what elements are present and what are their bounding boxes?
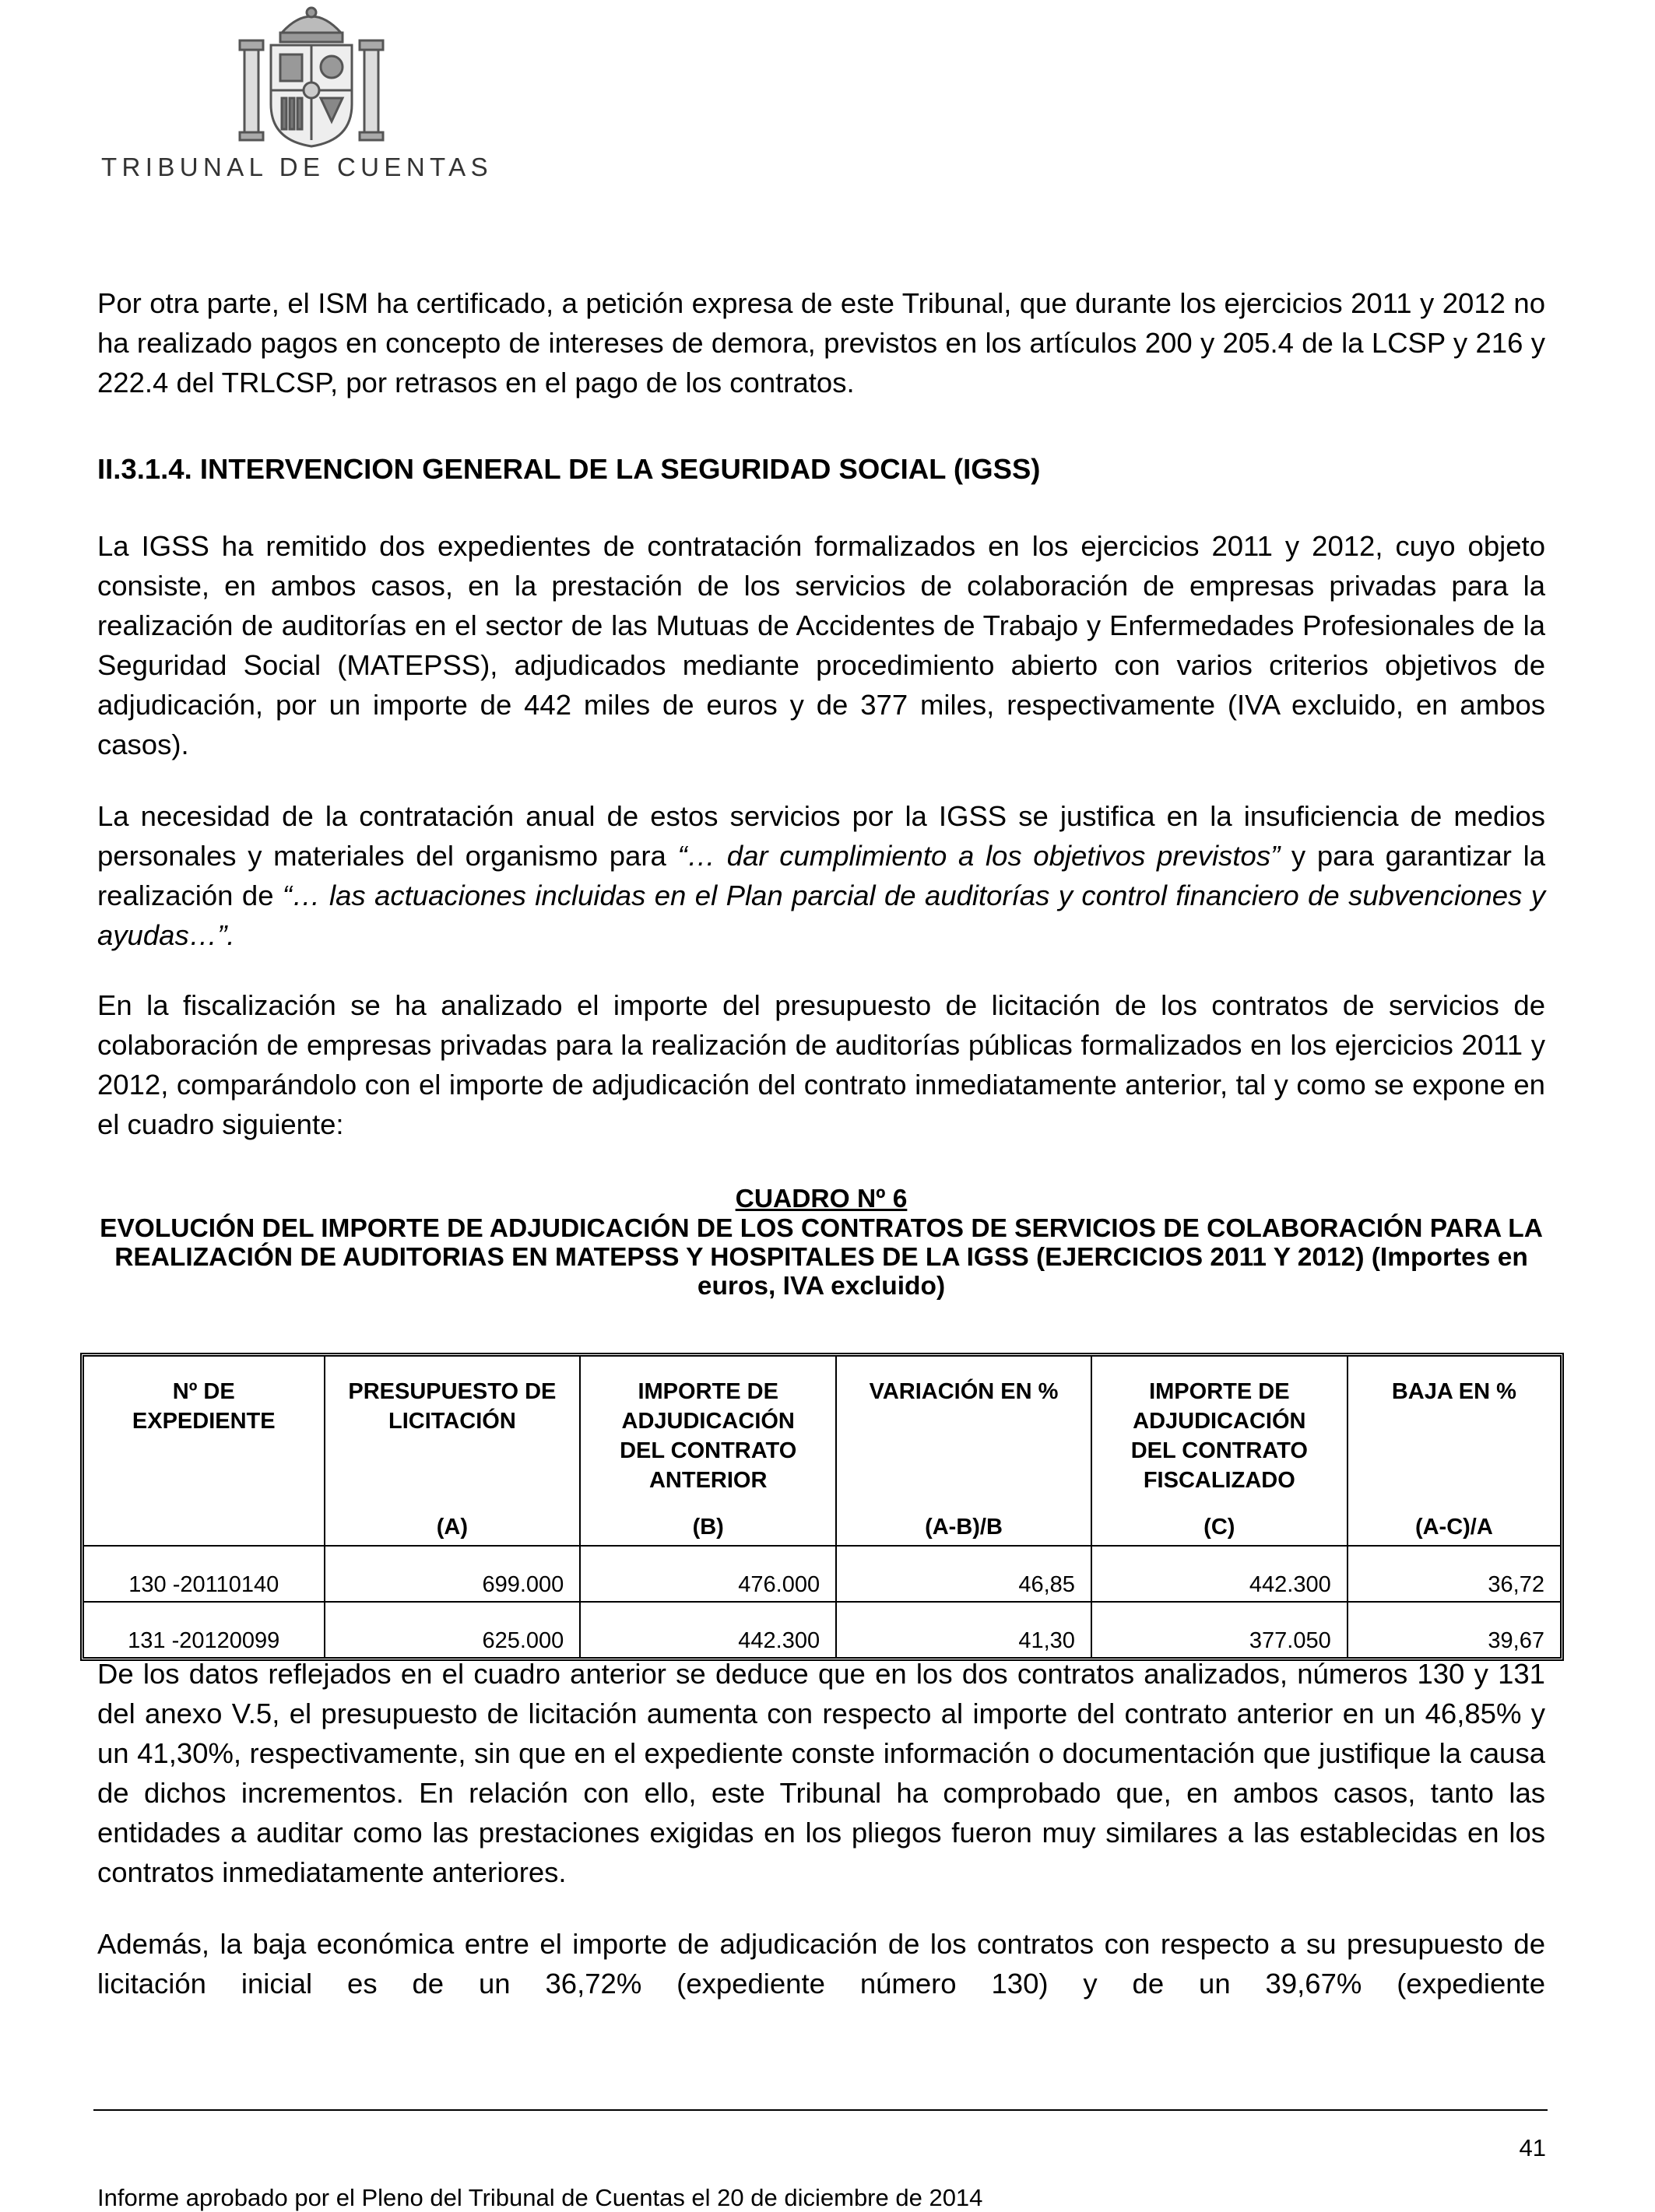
column-header-label: IMPORTE DE ADJUDICACIÓN DEL CONTRATO FISCALIZADO	[1130, 1379, 1308, 1493]
table-cell: 442.300	[581, 1601, 837, 1657]
table-cell: 39,67	[1348, 1601, 1560, 1657]
table-cell: 131 -20120099	[84, 1601, 325, 1657]
table-cell: 625.000	[325, 1601, 582, 1657]
paragraph-5	[97, 1654, 1545, 1892]
table-caption-number: CUADRO Nº 6	[735, 1185, 908, 1213]
paragraph-text: Por otra parte, el ISM ha certificado, a petición expresa de este Tribunal, que durante los ejercicios 2011 y 2012 no ha realizado pagos en concepto de intereses de demora, previstos en los artículos 200 y 205.4 de la LCSP y 216 y 222.4 del TRLCSP, por retrasos en el pago de los contratos.	[97, 287, 1545, 399]
footer-approval-text: Informe aprobado por el Pleno del Tribunal de Cuentas el 20 de diciembre de 2014	[97, 2184, 983, 2211]
table-cell: 130 -20110140	[84, 1545, 325, 1601]
table-cell: 41,30	[837, 1601, 1092, 1657]
data-table	[80, 1353, 1564, 1661]
column-header-label: Nº DE EXPEDIENTE	[132, 1379, 276, 1434]
column-header	[1092, 1357, 1348, 1545]
table-cell: 442.300	[1092, 1545, 1348, 1601]
paragraph-text: De los datos reflejados en el cuadro anterior se deduce que en los dos contratos analizados, números 130 y 131 del anexo V.5, el presupuesto de licitación aumenta con respecto al importe del contrato anterior en un 46,85% y un 41,30%, respectivamente, sin que en el expediente conste información o documentación que justifique la causa de dichos incrementos. En relación con ello, este Tribunal ha comprobado que, en ambos casos, tanto las entidades a auditar como las prestaciones exigidas en los pliegos fueron muy similares a las establecidas en los contratos inmediatamente anteriores.	[97, 1658, 1545, 1888]
table-row	[84, 1601, 1560, 1657]
paragraph-text: La IGSS ha remitido dos expedientes de contratación formalizados en los ejercicios 2011 y 2012, cuyo objeto consiste, en ambos casos, en la prestación de los servicios de colaboración de empresas privadas para la realización de auditorías en el sector de las Mutuas de Accidentes de Trabajo y Enfermedades Profesionales de la Seguridad Social (MATEPSS), adjudicados mediante procedimiento abierto con varios criterios objetivos de adjudicación, por un importe de 442 miles de euros y de 377 miles, respectivamente (IVA excluido, en ambos casos).	[97, 530, 1545, 760]
column-header-formula: (C)	[1203, 1515, 1235, 1540]
table-cell: 377.050	[1092, 1601, 1348, 1657]
paragraph-text: Además, la baja económica entre el importe de adjudicación de los contratos con respecto a su presupuesto de licitación inicial es de un 36,72% (expediente número 130) y de un 39,67% (expediente	[97, 1928, 1545, 2000]
paragraph-text-part: La necesidad de la contratación anual de estos servicios por la IGSS se justifica en la insuficiencia de medios personales y materiales del organismo para	[97, 800, 1545, 872]
paragraph-2	[97, 526, 1545, 764]
table-row	[84, 1545, 1560, 1601]
table-cell: 36,72	[1348, 1545, 1560, 1601]
quote-text: “… dar cumplimiento a los objetivos previstos”	[677, 840, 1281, 872]
column-header-formula: (A-C)/A	[1414, 1515, 1493, 1540]
page-number: 41	[1519, 2134, 1546, 2161]
column-header-formula: (A-B)/B	[925, 1515, 1003, 1540]
column-header-formula: (B)	[692, 1515, 724, 1540]
footer-divider	[93, 2109, 1548, 2111]
spanish-royal-coat-of-arms-icon	[234, 3, 389, 151]
column-header-label: VARIACIÓN EN %	[869, 1379, 1059, 1404]
paragraph-1	[97, 283, 1545, 402]
table-cell: 699.000	[325, 1545, 582, 1601]
paragraph-text: En la fiscalización se ha analizado el importe del presupuesto de licitación de los contratos de servicios de colaboración de empresas privadas para la realización de auditorías públicas formalizados en los ejercicios 2011 y 2012, comparándolo con el importe de adjudicación del contrato inmediatamente anterior, tal y como se expone en el cuadro siguiente:	[97, 989, 1545, 1140]
org-name: TRIBUNAL DE CUENTAS	[101, 153, 493, 181]
table-cell: 46,85	[837, 1545, 1092, 1601]
table-caption-title: EVOLUCIÓN DEL IMPORTE DE ADJUDICACIÓN DE LOS CONTRATOS DE SERVICIOS DE COLABORACIÓN PARA LA REALIZACIÓN DE AUDITORIAS EN MATEPSS Y HOSPITALES DE LA IGSS (EJERCICIOS 2011 Y 2012) (Importes en euros, IVA excluido)	[100, 1214, 1543, 1301]
column-header-label: IMPORTE DE ADJUDICACIÓN DEL CONTRATO ANTERIOR	[620, 1379, 797, 1493]
table-header-row	[84, 1357, 1560, 1545]
column-header-label: BAJA EN %	[1391, 1379, 1516, 1404]
paragraph-6	[97, 1924, 1545, 2003]
column-header	[84, 1357, 325, 1545]
column-header-formula: (A)	[436, 1515, 469, 1540]
column-header	[837, 1357, 1092, 1545]
table-cell: 476.000	[581, 1545, 837, 1601]
paragraph-text-part: y para garantizar la realización de	[97, 840, 1545, 911]
quote-text: “… las actuaciones incluidas en el Plan parcial de auditorías y control financiero de subvenciones y ayudas…”.	[97, 880, 1545, 951]
paragraph-4	[97, 985, 1545, 1144]
column-header	[325, 1357, 582, 1545]
column-header	[1348, 1357, 1560, 1545]
column-header-label: PRESUPUESTO DE LICITACIÓN	[348, 1379, 557, 1434]
paragraph-text	[97, 796, 1545, 955]
paragraph-3	[97, 796, 1545, 955]
section-heading: II.3.1.4. INTERVENCION GENERAL DE LA SEGURIDAD SOCIAL (IGSS)	[97, 453, 1041, 485]
column-header	[581, 1357, 837, 1545]
